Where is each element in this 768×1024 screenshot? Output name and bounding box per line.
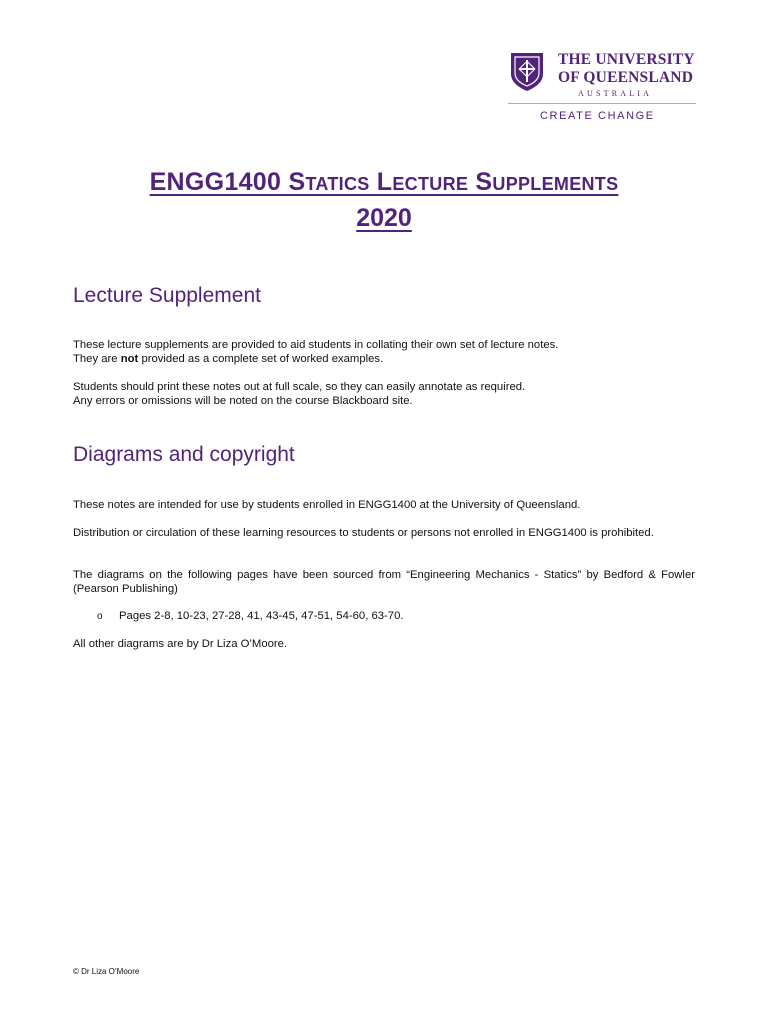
lecture-paragraph-1 xyxy=(73,338,695,366)
p1-line2-pre: They are xyxy=(73,353,121,365)
university-logo xyxy=(508,50,698,126)
university-crest-icon xyxy=(510,52,544,92)
title-line-1: ENGG1400 Statics Lecture Supplements xyxy=(149,168,619,196)
lecture-paragraph-2-line-1: Students should print these notes out at full scale, so they can easily annotate as required. xyxy=(73,381,526,393)
pages-list-item xyxy=(97,609,404,624)
lecture-paragraph-2 xyxy=(73,380,695,408)
logo-university-name-line1: THE UNIVERSITY xyxy=(558,51,695,68)
lecture-paragraph-1-line-2 xyxy=(73,352,695,366)
logo-university-name-line2: OF QUEENSLAND xyxy=(558,69,694,86)
lecture-paragraph-2-line-2: Any errors or omissions will be noted on the course Blackboard site. xyxy=(73,395,413,407)
logo-divider xyxy=(508,103,696,104)
p1-line2-bold: not xyxy=(120,353,139,365)
diagrams-copyright-heading: Diagrams and copyright xyxy=(73,443,295,466)
lecture-paragraph-1-line-1: These lecture supplements are provided to aid students in collating their own set of lecture notes. xyxy=(73,339,559,351)
diagrams-paragraph-4: All other diagrams are by Dr Liza O’Moore. xyxy=(73,638,288,650)
logo-tagline: CREATE CHANGE xyxy=(540,110,655,122)
diagrams-paragraph-1: These notes are intended for use by students enrolled in ENGG1400 at the University of Queensland. xyxy=(73,499,581,511)
pages-list-text: Pages 2-8, 10-23, 27-28, 41, 43-45, 47-51, 54-60, 63-70. xyxy=(119,610,404,622)
document-title xyxy=(0,166,768,238)
bullet-marker: o xyxy=(97,611,103,622)
diagrams-paragraph-3: The diagrams on the following pages have been sourced from “Engineering Mechanics - Statics” by Bedford & Fowler (Pearson Publishing) xyxy=(73,569,695,595)
footer-copyright: © Dr Liza O’Moore xyxy=(73,967,140,976)
logo-country: AUSTRALIA xyxy=(578,89,653,98)
title-line-2: 2020 xyxy=(356,204,412,232)
diagrams-paragraph-2: Distribution or circulation of these learning resources to students or persons not enrolled in ENGG1400 is prohibited. xyxy=(73,527,654,539)
p1-line2-post: provided as a complete set of worked examples. xyxy=(138,353,384,365)
lecture-supplement-heading: Lecture Supplement xyxy=(73,284,261,307)
